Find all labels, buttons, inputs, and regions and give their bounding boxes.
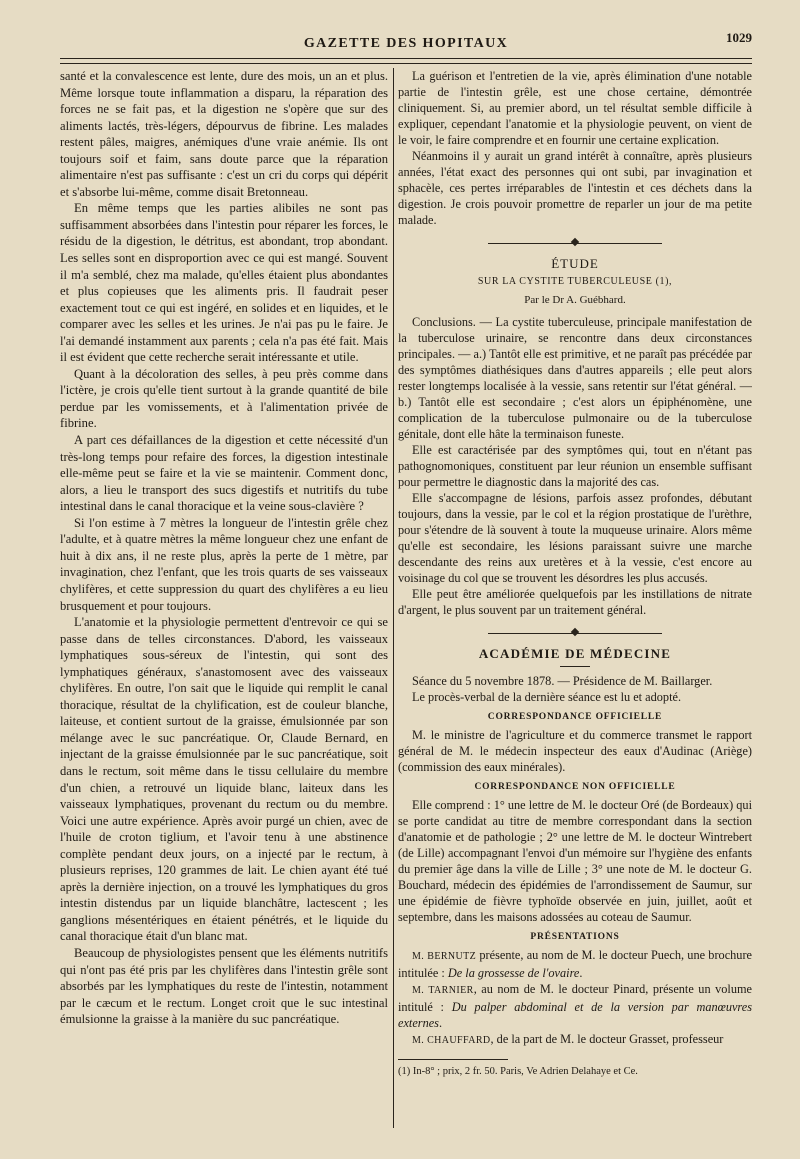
journal-title: GAZETTE DES HOPITAUX [303,36,509,51]
proces-verbal: Le procès-verbal de la dernière séance est lu et adopté. [412,690,682,704]
etude-author: Par le Dr A. Guébhard. [524,294,626,306]
ornament-diamond-icon [571,238,579,246]
presentation-item: M. BERNUTZ présente, au nom de M. le docteur Puech, une brochure intitulée : De la grossesse de l'ovaire. [398,948,752,980]
etude-subtitle: SUR LA CYSTITE TUBERCULEUSE (1), [477,276,673,287]
presenter-name: M. BERNUTZ [412,951,477,962]
right-column [398,68,752,1133]
paragraph: En même temps que les parties alibiles ne sont pas suffisamment absorbées dans l'intestin pour réparer les forces, le résidu de la digestion, le détritus, est abondant, trop abondant. Les selles sont en disproportion avec ce qui est mangé. Souvent il m'a semblé, chez ma malade, qu'elles étaient plus abondantes et plus copieuses que les aliments pris. Il faudrait peser exactement tout ce qui est ingéré, en solides et en liquides, et le comparer avec les selles et les urines. Je n'ai pas pu le faire. Je l'ai demandé instamment aux parents ; cela n'a pas été fait. Mais il est évident que cette recherche serait intéressante et utile. [60,201,388,365]
section-separator [398,236,752,250]
column-divider [393,68,394,1128]
academie-title: ACADÉMIE DE MÉDECINE [478,646,672,661]
paragraph: L'anatomie et la physiologie permettent d'entrevoir ce qui se passe dans de telles circonstances. D'abord, les vaisseaux lymphatiques sous-séreux de l'intestin, qui sont des lymphatiques généraux, s'anastomosent avec des vaisseaux chylifères. En outre, l'on sait que le liquide qui remplit le canal thoracique, résultat de la chylification, est de couleur blanche, laiteuse, et contient surtout de la graisse, émulsionnée par son mélange avec le suc pancréatique. Or, Claude Bernard, en injectant de la graisse émulsionnée par le suc pancréatique, soit dans le rectum, soit même dans le tissu cellulaire du membre d'un chien, a retrouvé un liquide blanc, laiteux dans les vaisseaux lymphatiques, provenant du rectum ou du membre. Voici une autre expérience. Après avoir purgé un chien, avec de l'huile de croton tiglium, et l'avoir tenu à une abstinence complète pendant deux jours, on a injecté par le rectum, à plusieurs reprises, 120 grammes de lait. Le chien ayant été tué après la dernière injection, on a trouvé les lymphatiques du gros intestin distendus par un liquide blanchâtre, lactescent ; les ganglions mésentériques en étaient pénétrés, et le liquide du canal thoracique était d'un blanc mat. [60,615,388,944]
page-number: 1029 [726,30,752,45]
presenter-name: M. TARNIER [412,985,474,996]
paragraph: M. le ministre de l'agriculture et du commerce transmet le rapport général de M. le médecin inspecteur des eaux d'Audinac (Ariège) (commission des eaux minérales). [398,728,752,774]
seance-line: Séance du 5 novembre 1878. — Présidence de M. Baillarger. [412,674,713,688]
presentation-item: M. TARNIER, au nom de M. le docteur Pinard, présente un volume intitulé : Du palper abdominal et de la version par manœuvres externes. [398,982,752,1030]
paragraph: santé et la convalescence est lente, dure des mois, un an et plus. Même lorsque toute inflammation a disparu, la réparation des forces ne se fait pas, et la digestion ne s'opère que sur des aliments lactés, très-légers, dépourvus de fibrine. Les malades restent pâles, maigres, anémiques d'une vraie anémie. Ils ont toujours soif et faim, sans doute parce que la réparation alimentaire n'est pas suffisante : c'est un cri du corps qui dépérit et s'absorbe lui-même, comme disait Bretonneau. [60,69,388,199]
paragraph: Elle s'accompagne de lésions, parfois assez profondes, débutant toujours, dans la vessie, par le col et la région prostatique de l'urèthre, pour s'étendre de là souvent à toute la muqueuse urinaire. Alors même qu'elle est secondaire, les lésions paraissant suivre une marche descendante des reins aux uretères et à la vessie, c'est encore au voisinage du col que se trouvent les désordres les plus accusés. [398,491,752,585]
page-header [60,28,752,56]
paragraph: Si l'on estime à 7 mètres la longueur de l'intestin grêle chez l'adulte, et à quatre mètres la même longueur chez une enfant de huit à dix ans, il ne reste plus, après la perte de 1 mètre, par invagination, chez l'enfant, que les trois quarts de ses vaisseaux chylifères, et cette suppression du quart des chylifères a eu lieu brusquement et pour toujours. [60,515,388,613]
title-underline [560,666,590,667]
paragraph: La guérison et l'entretien de la vie, après élimination d'une notable partie de l'intestin grêle, est une chose certaine, démontrée cliniquement. Si, au premier abord, un tel résultat semble difficile à expliquer, cependant l'anatomie et la physiologie peuvent, on vient de le voir, le faire comprendre et en fournir une certaine explication. [398,69,752,147]
paragraph: Beaucoup de physiologistes pensent que les éléments nutritifs qui n'ont pas été pris par les chylifères dans l'intestin grêle sont absorbés par les lymphatiques du reste de l'intestin, notamment par le cæcum et le rectum. Longet croit que le suc intestinal émulsionne la graisse à la manière du suc pancréatique. [60,945,388,1027]
paragraph: Elle est caractérisée par des symptômes qui, tout en n'étant pas pathognomoniques, constituent par leur réunion un ensemble suffisant pour permettre le diagnostic dans la majorité des cas. [398,443,752,489]
presenter-name: M. CHAUFFARD [412,1035,491,1046]
subheading-presentations: PRÉSENTATIONS [530,932,620,942]
header-rule [60,58,752,59]
section-separator [398,626,752,640]
paragraph: Néanmoins il y aurait un grand intérêt à connaître, après plusieurs années, l'état exact des personnes qui ont subi, par invagination et sphacèle, ces pertes irréparables de l'intestin et ces déchets dans la digestion. Je crois pouvoir promettre de reparler un jour de ma petite malade. [398,149,752,227]
ornament-diamond-icon [571,628,579,636]
paragraph: Quant à la décoloration des selles, à peu près comme dans l'ictère, je crois qu'elle tient surtout à la grande quantité de bile perdue par les vomissements, et à l'alimentation privée de fibrine. [60,366,388,431]
paragraph: Elle peut être améliorée quelquefois par les instillations de nitrate d'argent, le plus souvent par un traitement général. [398,587,752,617]
footnote: (1) In-8° ; prix, 2 fr. 50. Paris, Ve Adrien Delahaye et Ce. [398,1066,638,1077]
footnote-rule [398,1059,508,1060]
paragraph: A part ces défaillances de la digestion et cette nécessité d'un très-long temps pour refaire des forces, la digestion intestinale elle-même peut se faire et la vie se maintenir. Comment donc, alors, a lieu le transport des sucs digestifs et nutritifs du tube intestinal dans le canal thoracique et la veine sous-clavière ? [60,433,388,514]
paragraph: Conclusions. — La cystite tuberculeuse, principale manifestation de la tuberculose urinaire, se rencontre dans deux circonstances principales. — a.) Tantôt elle est primitive, et ne paraît pas précédée par des symptômes diathésiques dans d'autres appareils ; elle peut alors rester longtemps localisée à la vessie, sans retentir sur l'état général. — b.) Tantôt elle est secondaire ; c'est alors un épiphénomène, une complication de la tuberculose pulmonaire ou de la tuberculose génitale, dont elle hâte la terminaison funeste. [398,315,752,441]
header-rule-thin [60,63,752,64]
presentation-item: M. CHAUFFARD, de la part de M. le docteur Grasset, professeur [412,1032,724,1046]
etude-title: ÉTUDE [551,256,599,271]
paragraph: Elle comprend : 1° une lettre de M. le docteur Oré (de Bordeaux) qui se porte candidat au titre de membre correspondant dans la section d'anatomie et de pathologie ; 2° une lettre de M. le docteur Wintrebert (de Lille) accompagnant l'envoi d'un mémoire sur l'hygiène des enfants du premier âge dans la ville de Lille ; 3° une note de M. le docteur G. Bouchard, médecin des épidémies de l'arrondissement de Saumur, sur une épidémie de fièvre typhoïde observée en juin, juillet, août et septembre, dans les maisons adossées au coteau de Saumur. [398,798,752,924]
subheading-correspondance-non-officielle: CORRESPONDANCE NON OFFICIELLE [474,782,676,792]
subheading-correspondance-officielle: CORRESPONDANCE OFFICIELLE [487,712,663,722]
left-column [60,68,388,1133]
